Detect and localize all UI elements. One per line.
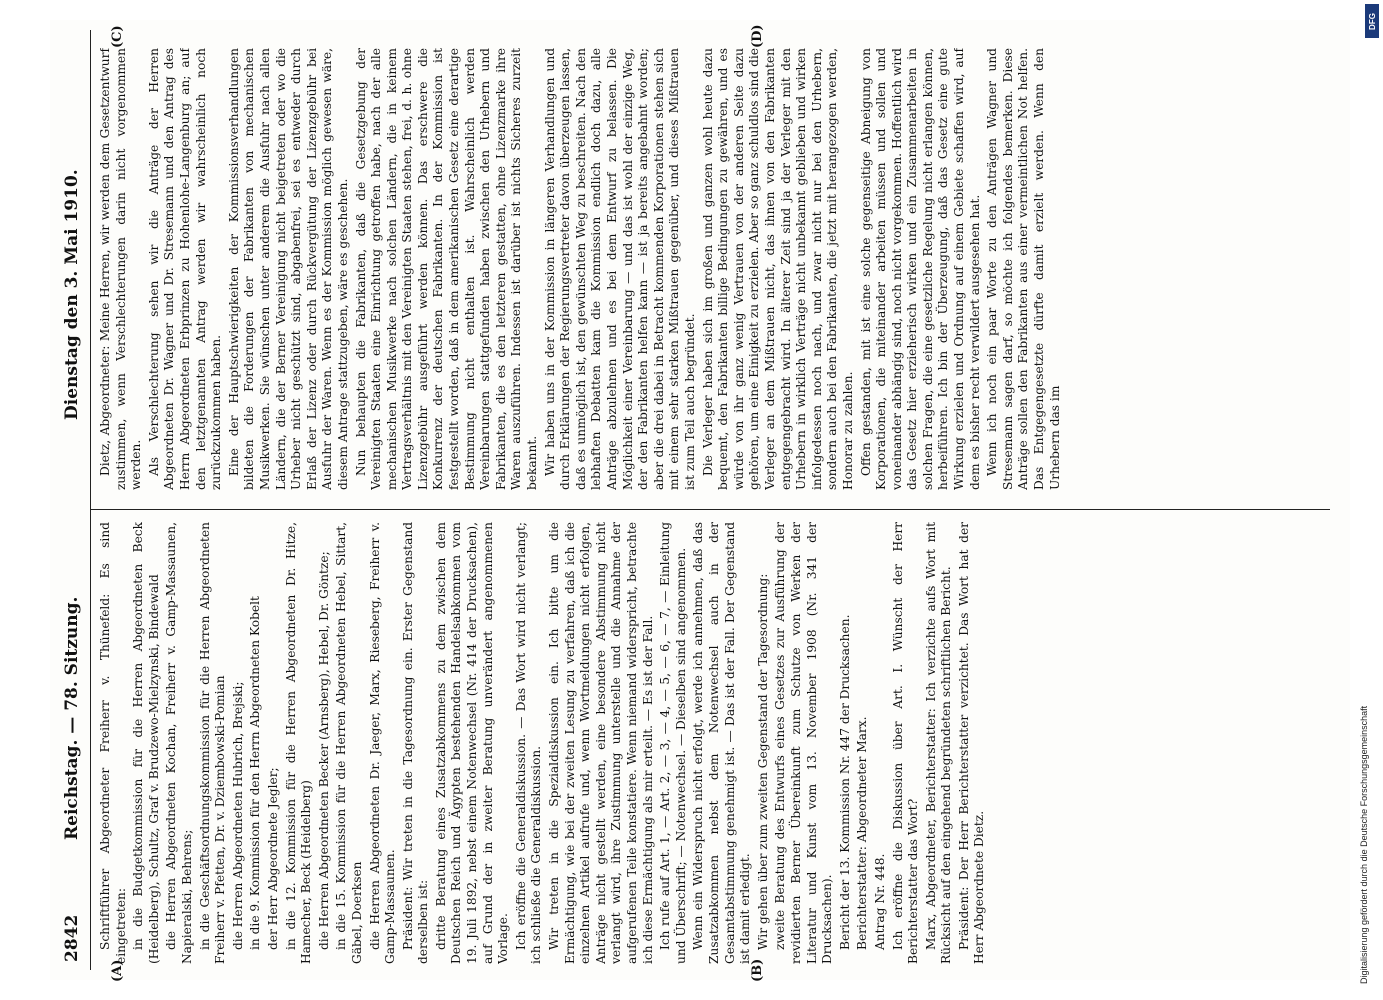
paragraph: dritte Beratung eines Zusatzabkommens zu dem zwischen dem Deutschen Reich und Ägypten bestehenden Handelsabkommen vom 19. Juli 1892, nebst einem Notenwechsel (Nr. 414 der Drucksachen), auf Grund der in zweiter Beratung unverändert angenommenen Vorlage.: [433, 522, 511, 964]
left-column: [98, 522, 1318, 964]
header-right-title: Dienstag den 3. Mai 1910.: [62, 169, 82, 420]
paragraph: die Herren Abgeordneten Kochan, Freiherr v. Gamp-Massaunen, Napieralski, Behrens;: [164, 522, 194, 964]
paragraph: in die Budgetkommission für die Herren Abgeordneten Beck (Heidelberg), Schultz, Graf v. Brudzewo-Mielzynski, Bindewald: [131, 522, 161, 964]
paragraph: Bericht der 13. Kommission Nr. 447 der Drucksachen.: [837, 614, 852, 950]
paragraph: in die Geschäftsordnungskommission für die Herren Abgeordneten Freiherr v. Pfetten, Dr. v. Dziembowski-Pomian: [197, 522, 228, 964]
paragraph: Offen gestanden, mit ist eine solche gegenseitige Abneigung von Korporationen, die miteinander arbeiten müssen und sollen und voneinander abhängig sind, noch nicht vorgekommen. Hoffentlich wird das Gesetz hier erzieherisch wirken und ein Zusammenarbeiten in solchen Fragen, die eine gesetzliche Regelung nicht erlangen können, herbeiführen. Ich bin der Überzeugung, daß das Gesetz eine gute Wirkung erzielen und Ordnung auf einem Gebiete schaffen wird, auf dem es bisher recht verwildert ausgesehen hat.: [858, 48, 982, 490]
right-column: [98, 48, 1318, 490]
paragraph: Ich eröffne die Diskussion über Art. I. Wünscht der Herr Berichterstatter das Wort?: [890, 522, 921, 964]
paragraph: der Herr Abgeordnete Jegler;: [265, 767, 280, 950]
paragraph: Eine der Hauptschwierigkeiten der Kommissionsverhandlungen bildeten die Forderungen der Fabrikanten von mechanischen Musikwerken. Sie wünschen unter anderem die Ausfuhr nach allen Ländern, die der Berner Vereinigung nicht beigetreten oder wo die Urheber nicht geschützt sind, abgabenfrei, sei es entweder durch Erlaß der Lizenz oder durch Rückvergütung der Lizenzgebühr bei Ausfuhr der Waren. Wenn es der Kommission möglich gewesen wäre, diesem Antrage stattzugeben, wäre es geschehen.: [226, 48, 350, 490]
paragraph: Präsident: Wir treten in die Tagesordnung ein. Erster Gegenstand derselben ist:: [400, 522, 431, 964]
page-header: [50, 20, 90, 980]
paragraph: Antrag Nr. 448.: [872, 853, 887, 950]
paragraph: Die Verleger haben sich im großen und ganzen wohl heute dazu bequemt, den Fabrikanten billige Bedingungen zu gewähren, und es würde von ihr ganz wenig Vertrauen von der anderen Seite dazu gehören, um eine Einigkeit zu erzielen. Aber so ganz schuldlos sind die Verleger an dem Mißtrauen nicht, das ihnen von den Fabrikanten entgegengebracht wird. In älterer Zeit sind ja der Verleger mit den Urhebern in wirklich Verträge nicht unbekannt geblieben und wirken infolgedessen noch nach, und zwar nicht nur bei den Urhebern, sondern auch bei den Fabrikanten, die jetzt mit herangezogen werden, Honorar zu zahlen.: [700, 48, 855, 490]
margin-mark-b: (B): [750, 958, 765, 982]
footer-note-text: Digitalisierung gefördert durch die Deutsche Forschungsgemeinschaft: [1359, 705, 1369, 984]
paragraph: die Herren Abgeordneten Dr. Jaeger, Marx, Rieseberg, Freiherr v. Gamp-Massaunen.: [367, 522, 398, 964]
paragraph: Nun behaupten die Fabrikanten, daß die Gesetzgebung der Vereinigten Staaten eine Einrichtung getroffen habe, nach der alle mechanischen Musikwerke nach solchen Ländern, die in keinem Vertragsverhältnis mit den Vereinigten Staaten stehen, frei, d. h. ohne Lizenzgebühr ausgeführt werden können. Das erschwere die Konkurrenz der deutschen Fabrikanten. In der Kommission ist festgestellt worden, daß in dem amerikanischen Gesetz eine derartige Bestimmung nicht enthalten ist. Wahrscheinlich werden Vereinbarungen stattgefunden haben zwischen den Urhebern und Fabrikanten, die es den letzteren gestatten, ohne Lizenzmarke ihre Waren auszuführen. Indessen ist darüber ist nichts Sicheres zurzeit bekannt.: [353, 48, 540, 490]
paragraph: Präsident: Der Herr Berichterstatter verzichtet. Das Wort hat der Herr Abgeordnete Dietz.: [956, 522, 987, 964]
header-rule: [90, 30, 91, 970]
paragraph: Wir haben uns in der Kommission in längeren Verhandlungen und durch Erklärungen der Regierungsvertreter davon überzeugen lassen, daß es unmöglich ist, den gewünschten Weg zu beschreiten. Nach den lebhaften Debatten kam die Kommission endlich doch dazu, alle Anträge abzulehnen und es bei dem Entwurf zu belassen. Die Möglichkeit einer Vereinbarung — und das ist wohl der einzige Weg, der den Fabrikanten helfen kann — ist ja bereits angebahnt worden; aber die drei dabei in Betracht kommenden Korporationen stehen sich mit einem sehr starken Mißtrauen gegenüber, und dieses Mißtrauen ist zum Teil auch begründet.: [542, 48, 697, 490]
paragraph: Ich eröffne die Generaldiskussion. — Das Wort wird nicht verlangt; ich schließe die Generaldiskussion.: [513, 522, 544, 964]
paragraph: Marx, Abgeordneter, Berichterstatter: Ich verzichte aufs Wort mit Rücksicht auf den eingehend begründeten schriftlichen Bericht.: [923, 522, 954, 964]
paragraph: in die 15. Kommission für die Herren Abgeordneten Hebel, Sittart, Gäbel, Doerksen: [334, 522, 364, 964]
paragraph: Als Verschlechterung sehen wir die Anträge der Herren Abgeordneten Dr. Wagner und Dr. Stresemann und den Antrag des Herrn Abgeordneten Erbprinzen zu Hohenlohe-Langenburg an; auf den letztgenannten Antrag werden wir wahrscheinlich noch zurückzukommen haben.: [146, 48, 224, 490]
page-number: 2842: [62, 914, 82, 962]
paragraph: die Herren Abgeordneten Becker (Arnsberg), Hebel, Dr. Göntze;: [316, 551, 331, 950]
dfg-label: DFG: [1367, 12, 1377, 30]
paragraph: Ich rufe auf Art. 1, — Art. 2, — 3, — 4, — 5, — 6, — 7, — Einleitung und Überschrift; — Notenwechsel. — Dieselben sind angenommen.: [658, 522, 688, 964]
paragraph: Wir gehen über zum zweiten Gegenstand der Tagesordnung:: [755, 573, 770, 950]
paragraph: in die 9. Kommission für den Herrn Abgeordneten Kobelt: [248, 596, 263, 950]
header-left-title: Reichstag. — 78. Sitzung.: [62, 596, 82, 840]
paragraph: Berichterstatter: Abgeordneter Marx.: [855, 716, 870, 950]
paragraph: Dietz, Abgeordneter: Meine Herren, wir werden dem Gesetzentwurf zustimmen, wenn Verschlechterungen darin nicht vorgenommen werden.: [98, 48, 144, 490]
paragraph: Wenn ich noch ein paar Worte zu den Anträgen Wagner und Stresemann sagen darf, so möchte ich folgendes bemerken. Diese Anträge sollen den Fabrikanten aus einer vermeintlichen Not helfen. Das Entgegengesetzte dürfte damit erzielt werden. Wenn den Urhebern das im: [985, 48, 1062, 490]
footer-note: [1359, 4, 1375, 984]
paragraph: Wir treten in die Spezialdiskussion ein. Ich bitte um die Ermächtigung, wie bei der zweiten Lesung zu verfahren, daß ich die einzelnen Artikel aufrufe und, wenn Wortmeldungen nicht erfolgen, Anträge nicht gestellt werden, eine besondere Abstimmung nicht verlangt wird, ihre Zustimmung unterstelle und die Annahme der aufgerufenen Teile konstatiere. Wenn niemand widerspricht, betrachte ich diese Ermächtigung als mir erteilt. — Es ist der Fall.: [547, 522, 655, 964]
margin-mark-a: (A): [110, 959, 125, 982]
paragraph: zweite Beratung des Entwurfs eines Gesetzes zur Ausführung der revidierten Berner Übereinkunft zum Schutze von Werken der Literatur und Kunst vom 13. November 1908 (Nr. 341 der Drucksachen).: [773, 522, 835, 964]
column-divider: [90, 509, 1330, 510]
margin-mark-d: (D): [750, 24, 765, 48]
document-page: [50, 20, 1350, 980]
margin-mark-c: (C): [110, 25, 125, 48]
paragraph: Schriftführer Abgeordneter Freiherr v. Thünefeld: Es sind eingetreten:: [98, 522, 128, 964]
paragraph: Wenn ein Widerspruch nicht erfolgt, werde ich annehmen, daß das Zusatzabkommen nebst dem Notenwechsel auch in der Gesamtabstimmung genehmigt ist. — Das ist der Fall. Der Gegenstand ist damit erledigt.: [691, 522, 753, 964]
paragraph: die Herren Abgeordneten Hubrich, Brejski;: [230, 681, 245, 950]
paragraph: in die 12. Kommission für die Herren Abgeordneten Dr. Hitze, Hamecher, Beck (Heidelberg): [283, 522, 314, 964]
